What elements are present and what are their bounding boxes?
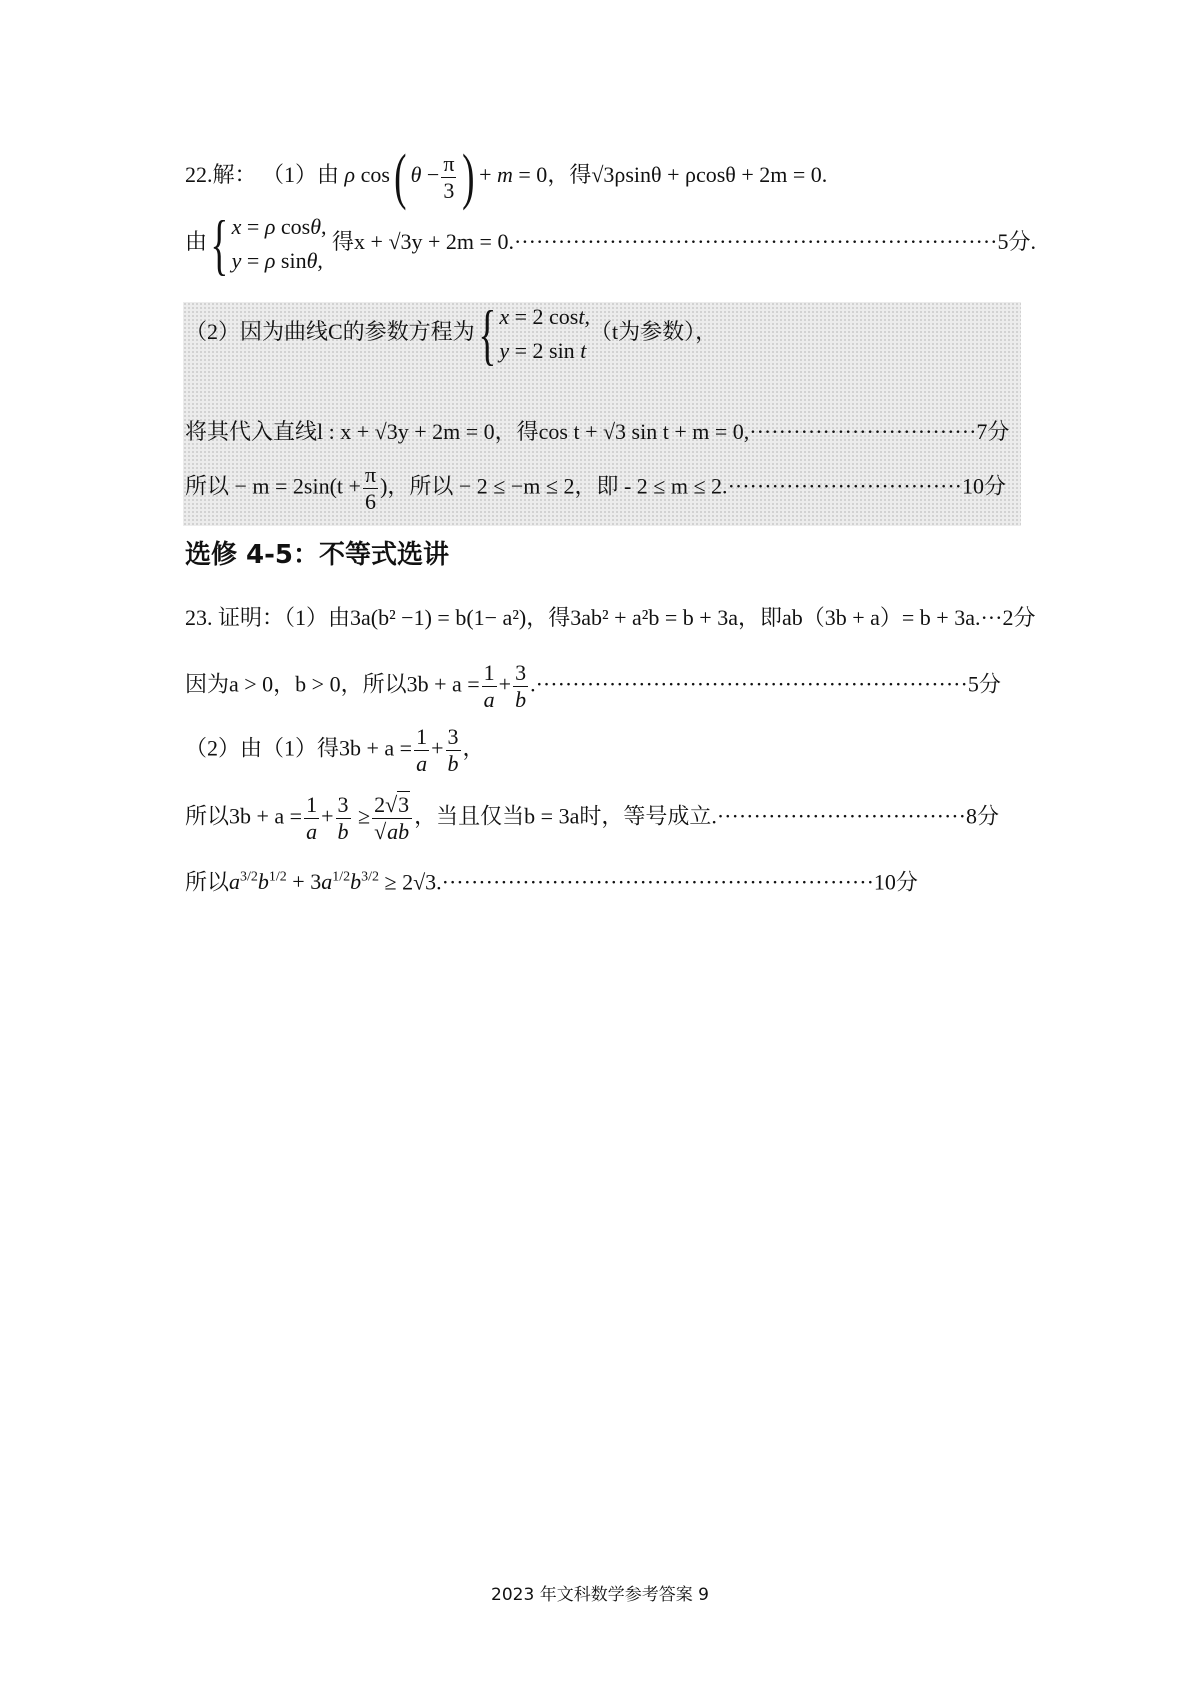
q22-part2-line-3: 所以 − m = 2sin(t + $\frac{\pi}{6}$ )，所以 − 2 ≤ −m ≤ 2，即 - 2 ≤ m ≤ 2.································10分 <box>185 462 1007 514</box>
q23-line4-prefix: 所以3b + a = <box>185 803 303 829</box>
polar-conversion-system: x = ρ cosθ, y = ρ sinθ, <box>231 214 327 273</box>
q23-line-1: 23. 证明：（1）由3a(b² −1) = b(1− a²)，得3ab² + a²b = b + 3a，即ab（3b + a）= b + 3a.···2分 <box>185 605 1036 630</box>
q22-line2-result: 得x + √3y + 2m = 0. <box>332 229 514 255</box>
polar-equation: ρ cos( θ − $\frac{\pi}{3}$ ) + m = 0 <box>344 143 548 211</box>
q23-line5-prefix: 所以 <box>185 869 230 895</box>
q22-substitute: 将其代入直线l : x + √3y + 2m = 0，得cos t + √3 sin t + m = 0, <box>185 419 750 444</box>
q23-line1-score: 2分 <box>1002 605 1036 630</box>
q23-line2-score: 5分 <box>967 671 1001 697</box>
q22-conclusion-prefix: 所以 − m = 2sin(t + <box>185 473 361 499</box>
parametric-system: x = 2 cost, y = 2 sin t <box>499 304 590 363</box>
q22-line2-score: 5分. <box>997 229 1037 255</box>
q22-part2-line-1: （2）因为曲线C的参数方程为{ x = 2 cost, y = 2 sin t （t为参数）， <box>185 296 718 372</box>
q22-part2-intro: （2）因为曲线C的参数方程为 <box>185 319 475 345</box>
q23-line3-prefix: （2）由（1）得3b + a = <box>185 735 413 761</box>
q23-line5-suffix: ≥ 2√3. <box>379 869 442 895</box>
power-expression: $a^{3/2}b^{1/2} + 3a^{1/2}b^{3/2}$ <box>229 869 379 895</box>
q22-line-2: 由{ x = ρ cosθ, y = ρ sinθ, 得x + √3y + 2m = 0.··································································5分. <box>185 206 1037 282</box>
q23-line2-prefix: 因为a > 0，b > 0，所以3b + a = <box>185 671 480 697</box>
page-footer: 2023 年文科数学参考答案 9 <box>491 1585 709 1605</box>
q22-line-1 <box>185 143 828 211</box>
q22-conclusion-suffix: )，所以 − 2 ≤ −m ≤ 2，即 - 2 ≤ m ≤ 2. <box>380 473 728 499</box>
q22-part1-result: ，得√3ρsinθ + ρcosθ + 2m = 0. <box>547 162 828 188</box>
q22-label: 22.解： <box>185 162 257 188</box>
q23-line-3: （2）由（1）得3b + a = $\frac{1}{a}$ + $\frac{3}{b}$ ， <box>185 724 485 776</box>
q22-line2-prefix: 由 <box>185 229 208 255</box>
q22-conclusion-score: 10分 <box>962 473 1007 499</box>
q22-part1-intro: （1）由 <box>262 162 340 188</box>
q22-part2-line-2: 将其代入直线l : x + √3y + 2m = 0，得cos t + √3 sin t + m = 0,·······························7分 <box>185 419 1010 444</box>
q23-line-2: 因为a > 0，b > 0，所以3b + a = $\frac{1}{a}$ + $\frac{3}{b}$ .···························································5分 <box>185 660 1001 712</box>
q23-line-4: 所以3b + a = $\frac{1}{a}$ + $\frac{3}{b}$ ≥ $\frac{2√3}{√ab}$ ，当且仅当b = 3a时，等号成立.··································8分 <box>185 792 999 844</box>
param-note: （t为参数）， <box>589 319 718 345</box>
q23-line4-score: 8分 <box>965 803 999 829</box>
q23-line1-text: 23. 证明：（1）由3a(b² −1) = b(1− a²)，得3ab² + a²b = b + 3a，即ab（3b + a）= b + 3a. <box>185 605 981 630</box>
q23-line4-suffix: ，当且仅当b = 3a时，等号成立. <box>414 803 717 829</box>
q23-line-5: 所以$a^{3/2}b^{1/2} + 3a^{1/2}b^{3/2} \ge 2√3.\cdot\cdot\cdot\cdot\cdot\cdot\cdot\cdot\cdot\cdot\cdot\cdot\cdot\cdot\cdot\cdot\cdot\cdot\cdot\cdot\cdot\cdot\cdot\cdot\cdot\cdot\cdot\cdot\cdot\cdot\cdot\cdot\cdot\cdot\cdot\cdot\cdot\cdot\cdot\cdot\cdot\cdot\cdot\cdot\cdot\cdot\cdot\cdot\cdot\cdot\cdot\cdot\cdot\cdot\cdot\cdot\cdot\cdot\cdot 10$分 <box>185 869 918 895</box>
q23-line5-score: 10分 <box>873 869 918 895</box>
section-heading: 选修 4-5：不等式选讲 <box>185 540 450 570</box>
q22-substitute-score: 7分 <box>976 419 1010 444</box>
